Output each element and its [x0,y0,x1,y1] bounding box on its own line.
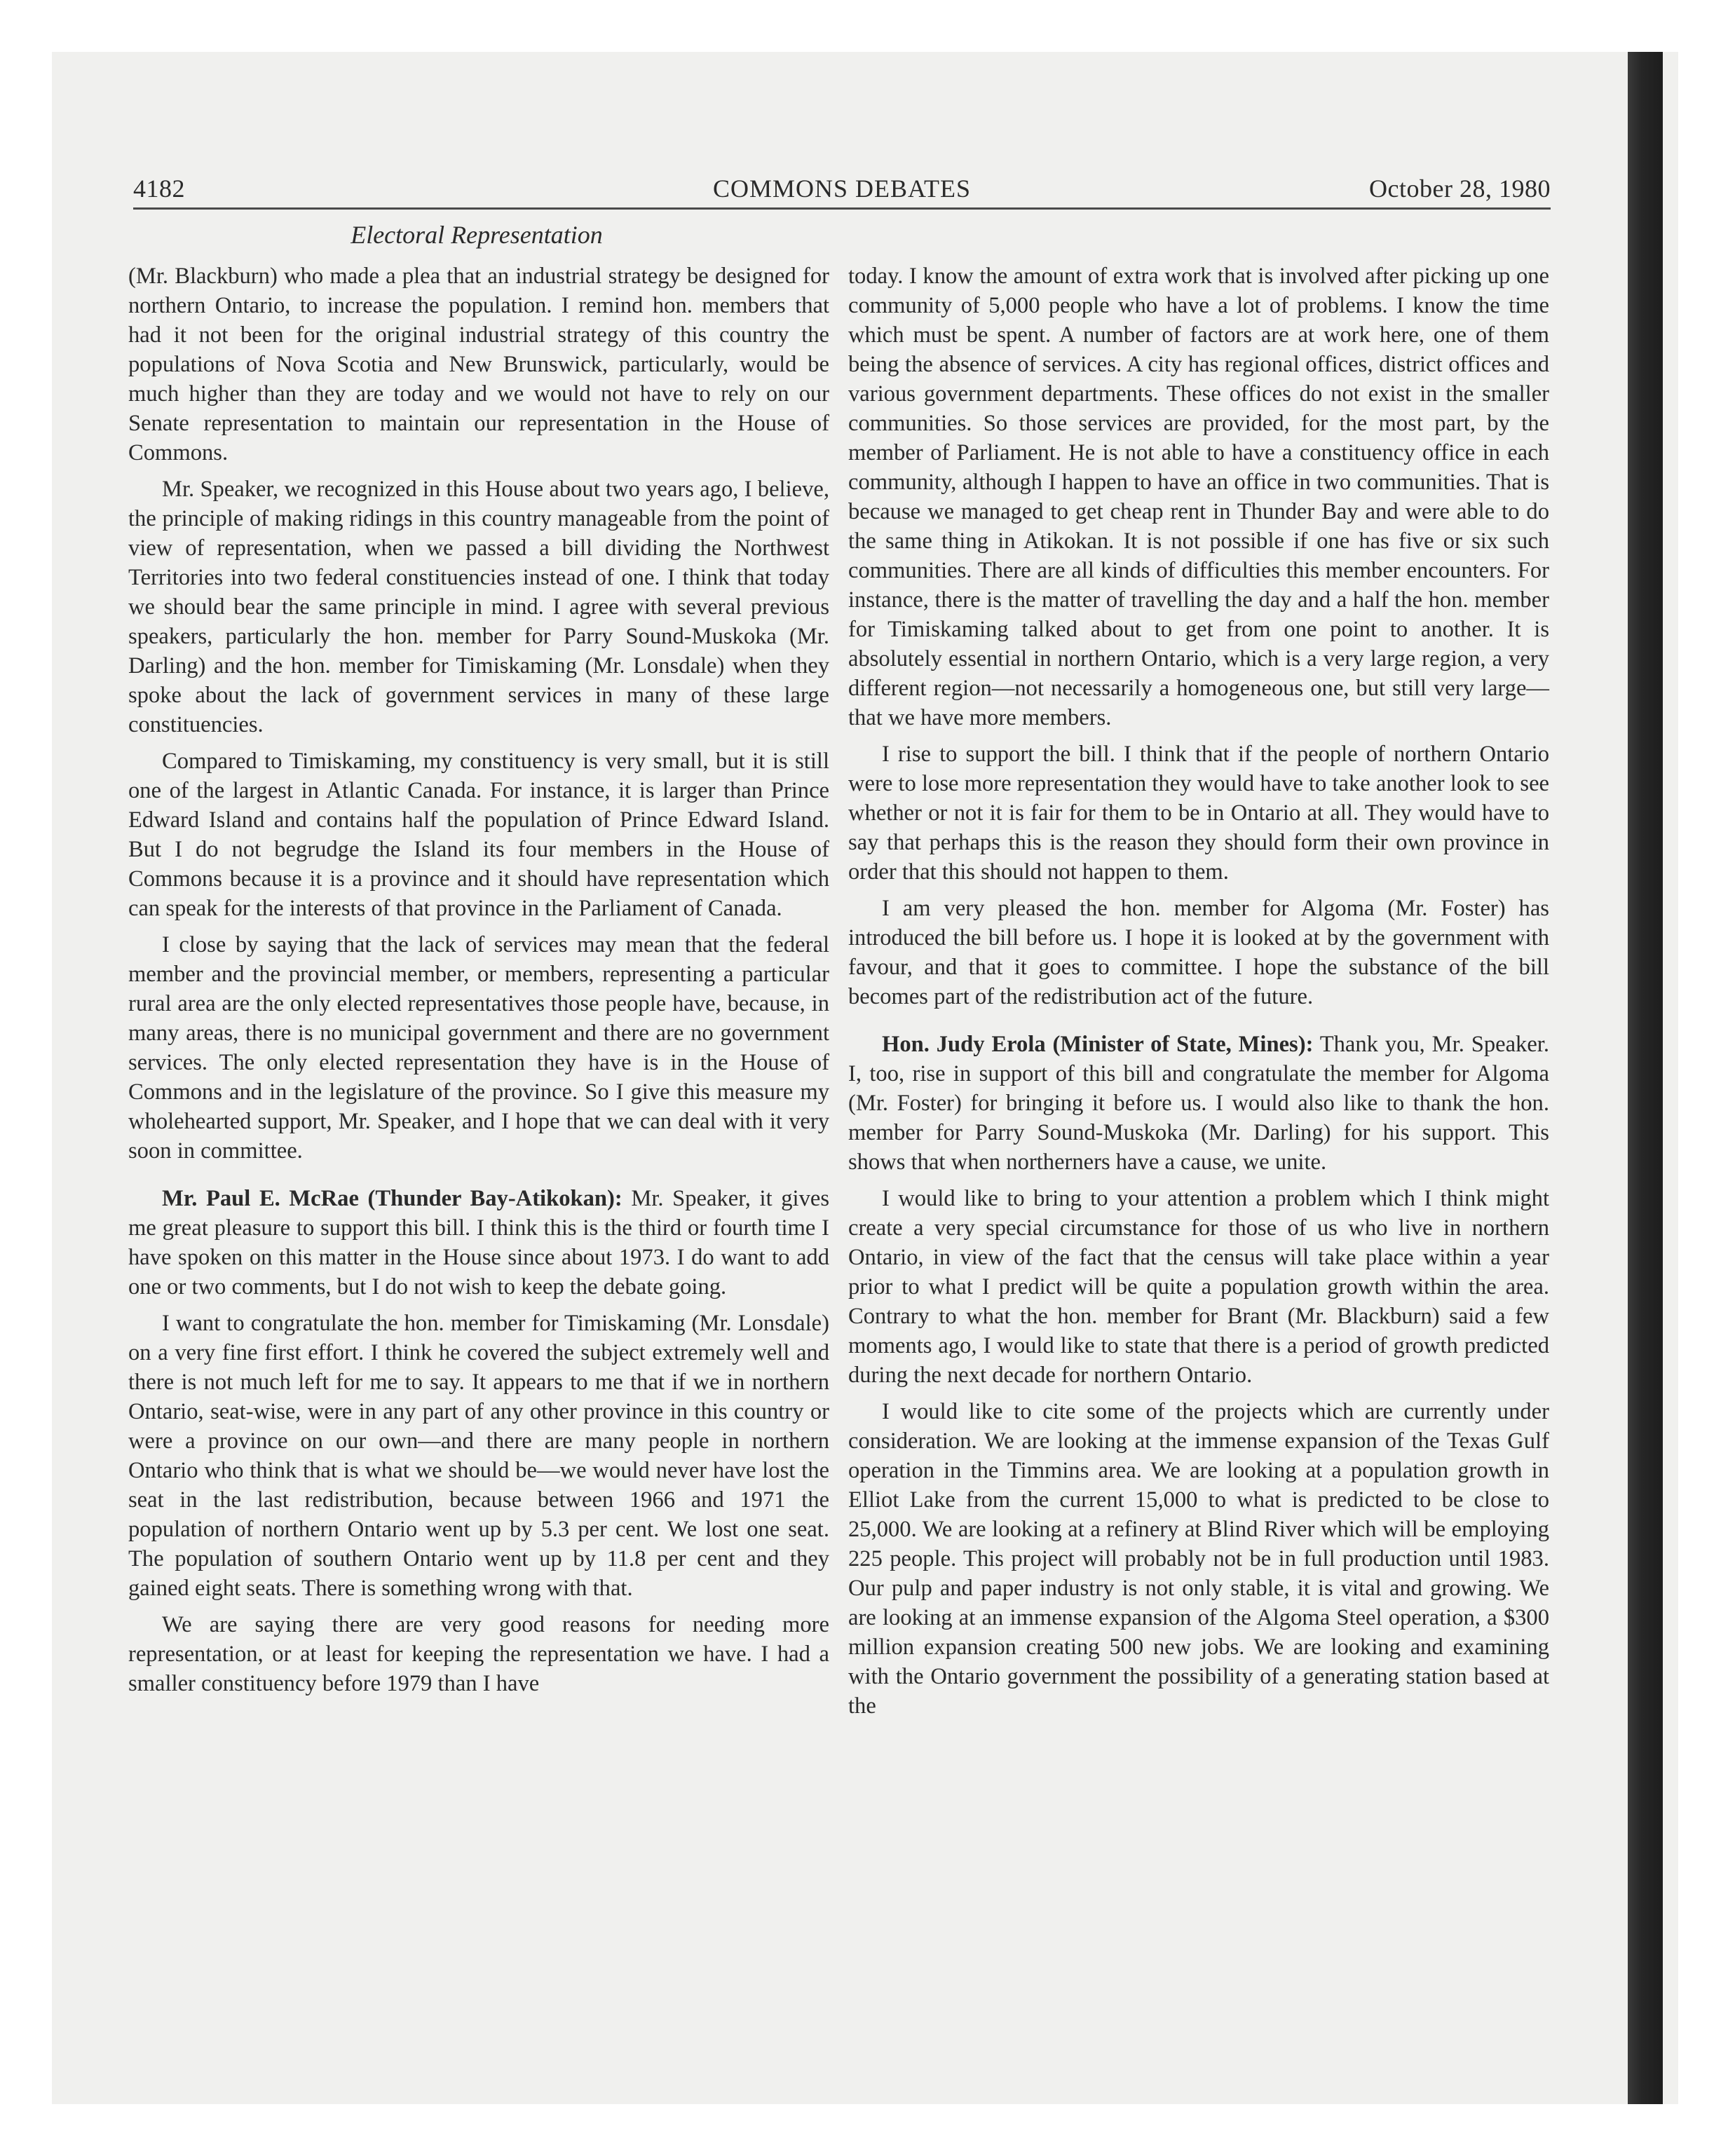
paragraph: I rise to support the bill. I think that if the people of northern Ontario were to lose more representation they would have to take another look to see whether or not it is fair for them to be in Ontario at all. They would have to say that perhaps this is the reason they should form their own province in order that this should not happen to them. [848,742,1549,885]
speech-paragraph [848,1030,1549,1177]
speech-text: Thank you, Mr. Speaker. I, too, rise in support of this bill and congratulate the member for Algoma (Mr. Foster) for bringing it before us. I would also like to thank the hon. member for Parry Sound-Muskoka (Mr. Darling) for his support. This shows that when northerners have a cause, we unite. [848,1032,1549,1175]
paragraph: Compared to Timiskaming, my constituency is very small, but it is still one of the largest in Atlantic Canada. For instance, it is larger than Prince Edward Island and contains half the population of Prince Edward Island. But I do not begrudge the Island its four members in the House of Commons because it is a province and it should have representation which can speak for the interests of that province in the Parliament of Canada. [128,749,829,921]
right-column [848,261,1549,1728]
publication-title: COMMONS DEBATES [712,175,972,203]
paragraph: (Mr. Blackburn) who made a plea that an industrial strategy be designed for northern Ontario, to increase the population. I remind hon. members that had it not been for the original industrial strategy of this country the populations of Nova Scotia and New Brunswick, particularly, would be much higher than they are today and we would not have to rely on our Senate representation to maintain our representation in the House of Commons. [128,264,829,465]
paragraph: I would like to cite some of the projects which are currently under consideration. We are looking at the immense expansion of the Texas Gulf operation in the Timmins area. We are looking at a population growth in Elliot Lake from the current 15,000 to what is predicted to be close to 25,000. We are looking at a refinery at Blind River which will be employing 225 people. This project will probably not be in full production until 1983. Our pulp and paper industry is not only stable, it is vital and growing. We are looking at an immense expansion of the Algoma Steel operation, a $300 million expansion creating 500 new jobs. We are looking and examining with the Ontario government the possibility of a generating station based at the [848,1399,1549,1719]
section-title: Electoral Representation [351,221,603,249]
speaker-name: Mr. Paul E. McRae (Thunder Bay-Atikokan): [162,1186,622,1211]
page-header [133,171,1551,210]
page-number: 4182 [133,175,185,203]
paragraph: We are saying there are very good reasons for needing more representation, or at least for keeping the representation we have. I had a smaller constituency before 1979 than I have [128,1612,829,1696]
paragraph: I want to congratulate the hon. member for Timiskaming (Mr. Lonsdale) on a very fine first effort. I think he covered the subject extremely well and there is not much left for me to say. It appears to me that if we in northern Ontario, seat-wise, were in any part of any other province in this country or were a province on our own—and there are many people in northern Ontario who think that is what we should be—we would never have lost the seat in the last redistribution, because between 1966 and 1971 the population of northern Ontario went up by 5.3 per cent. We lost one seat. The population of southern Ontario went up by 11.8 per cent and they gained eight seats. There is something wrong with that. [128,1311,829,1601]
left-column [128,261,829,1705]
paragraph: I close by saying that the lack of services may mean that the federal member and the provincial member, or members, representing a particular rural area are the only elected representatives those people have, because, in many areas, there is no municipal government and there are no government services. The only elected representation they have is in the House of Commons and in the legislature of the province. So I give this measure my wholehearted support, Mr. Speaker, and I hope that we can deal with it very soon in committee. [128,932,829,1164]
speech-paragraph [128,1184,829,1302]
publication-date: October 28, 1980 [1369,175,1551,203]
page-binding-edge [1628,52,1663,2104]
paragraph: today. I know the amount of extra work that is involved after picking up one community of 5,000 people who have a lot of problems. I know the time which must be spent. A number of factors are at work here, one of them being the absence of services. A city has regional offices, district offices and various government departments. These offices do not exist in the smaller communities. So those services are provided, for the most part, by the member of Parliament. He is not able to have a constituency office in each community, although I happen to have an office in two communities. That is because we managed to get cheap rent in Thunder Bay and were able to do the same thing in Atikokan. It is not possible if one has five or six such communities. There are all kinds of difficulties this member encounters. For instance, there is the matter of travelling the day and a half the hon. member for Timiskaming talked about to get from one point to another. It is absolutely essential in northern Ontario, which is a very large region, a very different region—not necessarily a homogeneous one, but still very large—that we have more members. [848,264,1549,730]
paragraph: I would like to bring to your attention a problem which I think might create a very special circumstance for those of us who live in northern Ontario, in view of the fact that the census will take place within a year prior to what I predict will be quite a population growth within the area. Contrary to what the hon. member for Brant (Mr. Blackburn) said a few moments ago, I would like to state that there is a period of growth predicted during the next decade for northern Ontario. [848,1186,1549,1388]
speech-text: Mr. Speaker, it gives me great pleasure to support this bill. I think this is the third or fourth time I have spoken on this matter in the House since about 1973. I do want to add one or two comments, but I do not wish to keep the debate going. [128,1186,829,1299]
speaker-name: Hon. Judy Erola (Minister of State, Mines): [882,1032,1314,1057]
paragraph: Mr. Speaker, we recognized in this House about two years ago, I believe, the principle of making ridings in this country manageable from the point of view of representation, when we passed a bill dividing the Northwest Territories into two federal constituencies instead of one. I think that today we should bear the same principle in mind. I agree with several previous speakers, particularly the hon. member for Parry Sound-Muskoka (Mr. Darling) and the hon. member for Timiskaming (Mr. Lonsdale) when they spoke about the lack of government services in many of these large constituencies. [128,477,829,737]
paragraph: I am very pleased the hon. member for Algoma (Mr. Foster) has introduced the bill before us. I hope it is looked at by the government with favour, and that it goes to committee. I hope the substance of the bill becomes part of the redistribution act of the future. [848,896,1549,1009]
